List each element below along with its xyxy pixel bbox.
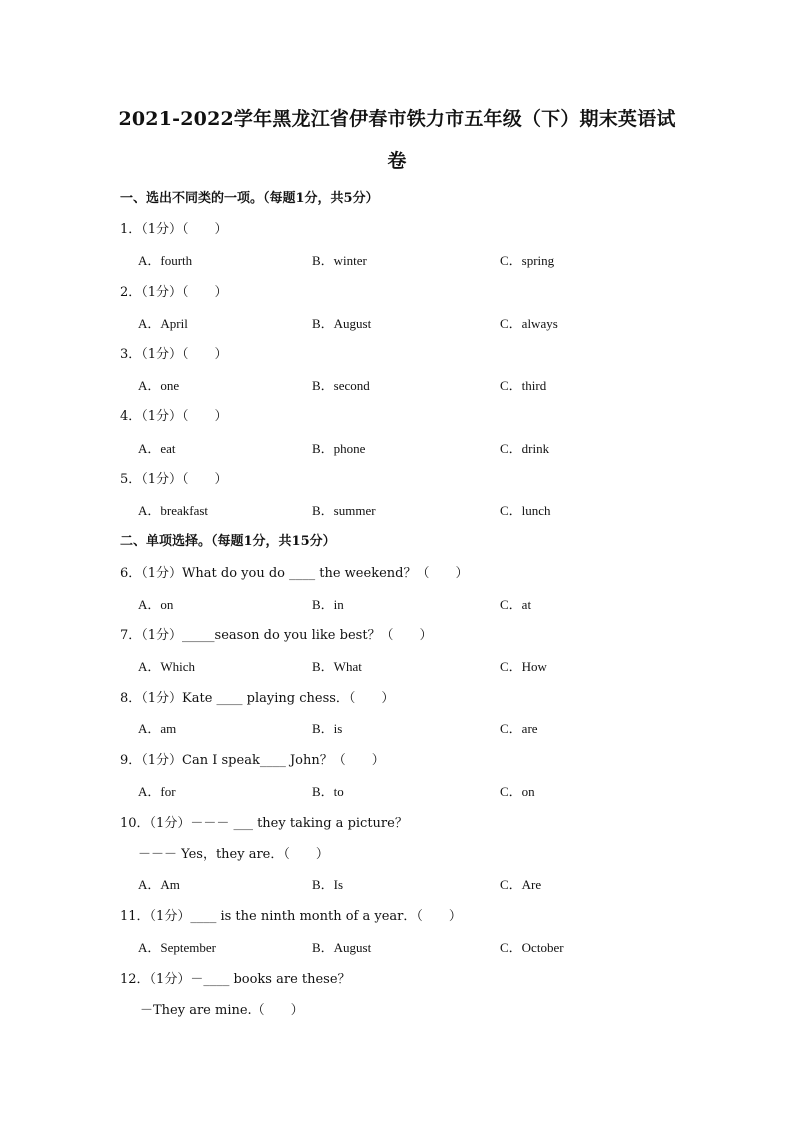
option-a: A．on xyxy=(138,597,174,612)
option-b: B．August xyxy=(312,316,372,331)
option-a: A．one xyxy=(138,378,180,393)
question-stem: 4．（1分）（ ） xyxy=(120,409,228,424)
option-b: B．is xyxy=(312,721,343,736)
option-a: A．Am xyxy=(138,877,180,892)
option-c: C．Are xyxy=(500,877,542,892)
option-b: B．second xyxy=(312,378,370,393)
option-a: A．am xyxy=(138,721,177,736)
exam-title-line1: 2021-2022学年黑龙江省伊春市铁力市五年级（下）期末英语试 xyxy=(118,108,676,130)
option-c: C．third xyxy=(500,378,547,393)
option-b: B．August xyxy=(312,940,372,955)
option-a: A．for xyxy=(138,784,176,799)
option-b: B．to xyxy=(312,784,344,799)
option-c: C．at xyxy=(500,597,532,612)
option-b: B．phone xyxy=(312,441,366,456)
option-b: B．What xyxy=(312,659,362,674)
option-c: C．lunch xyxy=(500,503,551,518)
option-a: A．breakfast xyxy=(138,503,209,518)
option-a: A．Which xyxy=(138,659,196,674)
option-c: C．spring xyxy=(500,253,555,268)
exam-title-line2: 卷 xyxy=(387,150,407,172)
question-stem: 10．（1分）－－－ ___ they taking a picture？ xyxy=(120,816,408,831)
question-substem: －－－ Yes，they are．（ ） xyxy=(138,847,329,862)
option-c: C．October xyxy=(500,940,564,955)
option-c: C．drink xyxy=(500,441,550,456)
question-stem: 9．（1分）Can I speak____ John？（ ） xyxy=(120,753,385,768)
option-c: C．are xyxy=(500,721,538,736)
option-c: C．How xyxy=(500,659,547,674)
section-heading-2: 二、单项选择。（每题1分，共15分） xyxy=(120,534,336,549)
question-stem: 11．（1分）____ is the ninth month of a year．（ ） xyxy=(120,909,462,924)
option-c: C．always xyxy=(500,316,558,331)
question-stem: 5．（1分）（ ） xyxy=(120,472,228,487)
question-stem: 3．（1分）（ ） xyxy=(120,347,228,362)
option-a: A．September xyxy=(138,940,216,955)
option-b: B．in xyxy=(312,597,344,612)
option-a: A．eat xyxy=(138,441,176,456)
question-stem: 8．（1分）Kate ____ playing chess．（ ） xyxy=(120,691,395,706)
option-b: B．summer xyxy=(312,503,376,518)
question-substem: －They are mine.（ ） xyxy=(140,1003,304,1018)
option-a: A．fourth xyxy=(138,253,193,268)
question-stem: 6．（1分）What do you do ____ the weekend？（ ） xyxy=(120,566,469,581)
question-stem: 2．（1分）（ ） xyxy=(120,285,228,300)
option-a: A．April xyxy=(138,316,188,331)
question-stem: 1．（1分）（ ） xyxy=(120,222,228,237)
section-heading-1: 一、选出不同类的一项。（每题1分，共5分） xyxy=(120,191,379,206)
option-c: C．on xyxy=(500,784,535,799)
question-stem: 12．（1分）－____ books are these？ xyxy=(120,972,351,987)
option-b: B．winter xyxy=(312,253,367,268)
question-stem: 7．（1分）_____season do you like best？（ ） xyxy=(120,628,433,643)
option-b: B．Is xyxy=(312,877,344,892)
